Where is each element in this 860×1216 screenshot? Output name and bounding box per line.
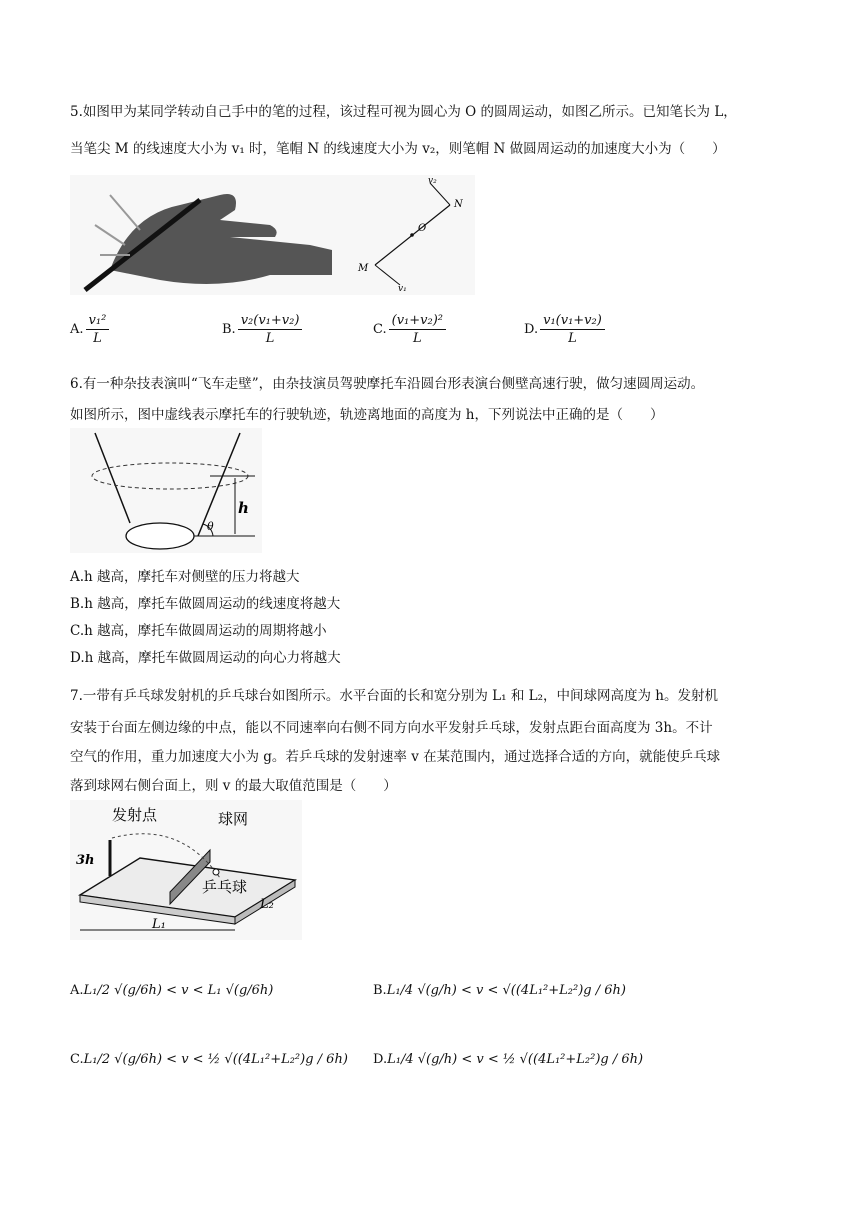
label-h: h — [238, 499, 249, 517]
option-label: A. — [70, 322, 84, 337]
q5-circle-diagram — [340, 175, 475, 295]
q5-hand-figure — [70, 175, 340, 295]
denominator: L — [568, 331, 577, 346]
numerator: v₂(v₁+v₂) — [238, 312, 303, 330]
label-v2: v₂ — [428, 176, 437, 186]
q6-option-a[interactable]: A.h 越高，摩托车对侧壁的压力将越大 — [70, 569, 300, 585]
denominator: L — [93, 331, 102, 346]
q7-table-figure — [70, 800, 302, 940]
label-net: 球网 — [218, 811, 249, 828]
label-L2: L₂ — [260, 897, 274, 912]
label-v1: v₁ — [398, 284, 407, 294]
q6-line2: 如图所示，图中虚线表示摩托车的行驶轨迹，轨迹离地面的高度为 h，下列说法中正确的是（ ） — [70, 407, 664, 423]
option-label: D. — [524, 322, 539, 337]
label-ball: 乒乓球 — [202, 879, 248, 896]
q6-cone-figure — [70, 428, 262, 553]
q5-line1: 5.如图甲为某同学转动自己手中的笔的过程，该过程可视为圆心为 O 的圆周运动，如图乙所示。已知笔长为 L， — [70, 104, 737, 120]
upper-bound: ½ √((4L₁²+L₂²)g / 6h) — [502, 1052, 644, 1067]
inequality: < v < — [456, 983, 503, 998]
upper-bound: ½ √((4L₁²+L₂²)g / 6h) — [207, 1052, 348, 1067]
q5-line2: 当笔尖 M 的线速度大小为 v₁ 时，笔帽 N 的线速度大小为 v₂，则笔帽 N 做圆周运动的加速度大小为（ ） — [70, 141, 726, 157]
label-N: N — [454, 199, 463, 210]
lower-bound: L₁/4 √(g/h) — [387, 1052, 458, 1067]
q6-option-d[interactable]: D.h 越高，摩托车做圆周运动的向心力将越大 — [70, 650, 341, 666]
option-label: B. — [373, 983, 387, 998]
inequality: < v < — [457, 1052, 503, 1067]
label-theta: θ — [207, 520, 214, 533]
denominator: L — [412, 331, 422, 346]
label-O: O — [418, 223, 427, 234]
q6-option-b[interactable]: B.h 越高，摩托车做圆周运动的线速度将越大 — [70, 596, 341, 612]
label-3h: 3h — [76, 853, 95, 868]
option-label: C. — [70, 1052, 84, 1067]
inequality: < v < — [161, 983, 208, 998]
label-launch: 发射点 — [112, 807, 158, 824]
option-label: A. — [70, 983, 84, 998]
numerator: v₁(v₁+v₂) — [540, 312, 605, 330]
q5-option-b[interactable] — [222, 312, 302, 347]
lower-bound: L₁/4 √(g/h) — [386, 983, 457, 998]
inequality: < v < — [162, 1052, 208, 1067]
upper-bound: √((4L₁²+L₂²)g / 6h) — [502, 983, 626, 998]
q5-option-a[interactable] — [70, 312, 109, 347]
label-M: M — [358, 263, 369, 274]
q5-option-c[interactable] — [373, 312, 446, 347]
lower-bound: L₁/2 √(g/6h) — [83, 1052, 163, 1067]
q6-option-c[interactable]: C.h 越高，摩托车做圆周运动的周期将越小 — [70, 623, 327, 639]
label-L1: L₁ — [152, 917, 166, 932]
denominator: L — [265, 331, 275, 346]
numerator: v₁² — [86, 312, 110, 330]
q7-line4: 落到球网右侧台面上，则 v 的最大取值范围是（ ） — [70, 778, 397, 794]
upper-bound: L₁ √(g/6h) — [207, 983, 274, 998]
option-label: B. — [222, 322, 236, 337]
q7-line1: 7.一带有乒乓球发射机的乒乓球台如图所示。水平台面的长和宽分别为 L₁ 和 L₂，中间球网高度为 h。发射机 — [70, 688, 718, 704]
q5-option-d[interactable] — [524, 312, 605, 347]
q6-line1: 6.有一种杂技表演叫“飞车走壁”，由杂技演员驾驶摩托车沿圆台形表演台侧壁高速行驶，做匀速圆周运动。 — [70, 376, 705, 392]
q7-option-d[interactable] — [373, 1052, 643, 1067]
option-label: C. — [373, 322, 387, 337]
q7-option-c[interactable] — [70, 1052, 348, 1067]
option-label: D. — [373, 1052, 388, 1067]
q7-line2: 安装于台面左侧边缘的中点，能以不同速率向右侧不同方向水平发射乒乓球，发射点距台面高度为 3h。不计 — [70, 720, 713, 736]
numerator: (v₁+v₂)² — [389, 312, 446, 330]
q7-line3: 空气的作用，重力加速度大小为 g。若乒乓球的发射速率 v 在某范围内，通过选择合适的方向，就能使乒乓球 — [70, 749, 721, 765]
lower-bound: L₁/2 √(g/6h) — [83, 983, 162, 998]
q7-option-a[interactable] — [70, 983, 273, 998]
q7-option-b[interactable] — [373, 983, 626, 998]
